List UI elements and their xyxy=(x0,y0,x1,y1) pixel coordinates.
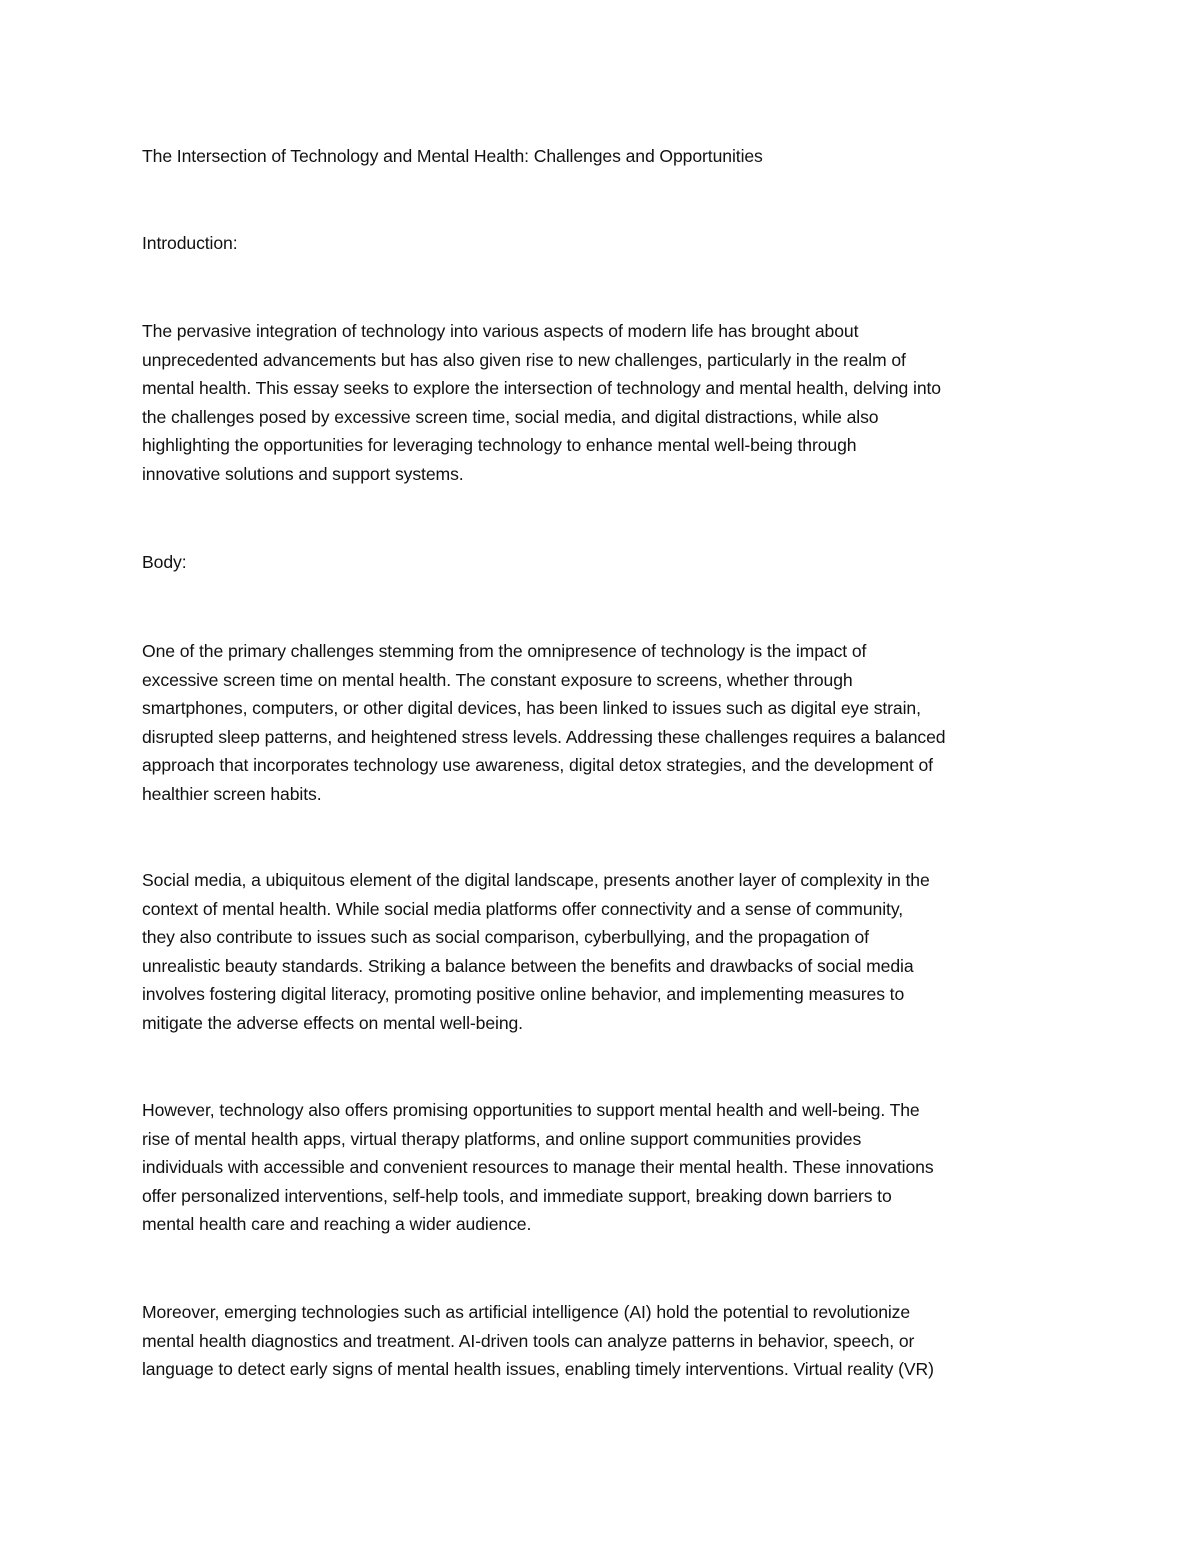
paragraph-line: approach that incorporates technology use awareness, digital detox strategies, and the development of xyxy=(142,755,933,776)
title-text: The Intersection of Technology and Mental Health: Challenges and Opportunities xyxy=(142,146,763,166)
intro-line: unprecedented advancements but has also given rise to new challenges, particularly in the realm of xyxy=(142,349,906,370)
section-heading-body xyxy=(142,548,1072,577)
body-paragraph-4 xyxy=(142,1298,1072,1384)
paragraph-line: they also contribute to issues such as social comparison, cyberbullying, and the propagation of xyxy=(142,927,869,948)
paragraph-line: However, technology also offers promising opportunities to support mental health and well-being. The xyxy=(142,1100,920,1120)
paragraph-line: smartphones, computers, or other digital devices, has been linked to issues such as digital eye strain, xyxy=(142,698,921,719)
introduction-heading-text: Introduction: xyxy=(142,233,238,253)
paragraph-line: rise of mental health apps, virtual therapy platforms, and online support communities provides xyxy=(142,1128,862,1149)
paragraph-line: language to detect early signs of mental health issues, enabling timely interventions. Virtual reality (VR) xyxy=(142,1359,934,1380)
body-paragraph-2 xyxy=(142,866,1072,1038)
paragraph-line: mental health diagnostics and treatment. AI-driven tools can analyze patterns in behavior, speech, or xyxy=(142,1330,915,1351)
intro-line: the challenges posed by excessive screen time, social media, and digital distractions, while also xyxy=(142,406,879,427)
body-paragraph-1 xyxy=(142,637,1072,809)
paragraph-line: offer personalized interventions, self-help tools, and immediate support, breaking down barriers to xyxy=(142,1185,892,1206)
paragraph-line: excessive screen time on mental health. The constant exposure to screens, whether through xyxy=(142,669,853,690)
intro-line: highlighting the opportunities for leveraging technology to enhance mental well-being through xyxy=(142,435,857,456)
paragraph-line: Moreover, emerging technologies such as artificial intelligence (AI) hold the potential to revolutionize xyxy=(142,1302,911,1322)
paragraph-line: healthier screen habits. xyxy=(142,783,322,804)
document-title xyxy=(142,142,1072,171)
body-heading-text: Body: xyxy=(142,552,187,572)
paragraph-line: disrupted sleep patterns, and heightened stress levels. Addressing these challenges requires a balanced xyxy=(142,726,946,747)
paragraph-line: individuals with accessible and convenient resources to manage their mental health. These innovations xyxy=(142,1157,934,1178)
paragraph-line: One of the primary challenges stemming from the omnipresence of technology is the impact of xyxy=(142,641,867,661)
paragraph-line: mitigate the adverse effects on mental well-being. xyxy=(142,1012,523,1033)
paragraph-line: context of mental health. While social media platforms offer connectivity and a sense of community, xyxy=(142,898,904,919)
intro-line: The pervasive integration of technology into various aspects of modern life has brought about xyxy=(142,321,859,341)
paragraph-line: mental health care and reaching a wider audience. xyxy=(142,1214,532,1235)
introduction-paragraph xyxy=(142,317,1072,489)
paragraph-line: Social media, a ubiquitous element of the digital landscape, presents another layer of complexity in the xyxy=(142,870,930,890)
intro-line: mental health. This essay seeks to explore the intersection of technology and mental health, delving into xyxy=(142,378,941,399)
intro-line: innovative solutions and support systems. xyxy=(142,463,464,484)
paragraph-line: unrealistic beauty standards. Striking a balance between the benefits and drawbacks of social media xyxy=(142,955,914,976)
paragraph-line: involves fostering digital literacy, promoting positive online behavior, and implementing measures to xyxy=(142,984,905,1005)
section-heading-introduction xyxy=(142,229,1072,258)
body-paragraph-3 xyxy=(142,1096,1072,1239)
